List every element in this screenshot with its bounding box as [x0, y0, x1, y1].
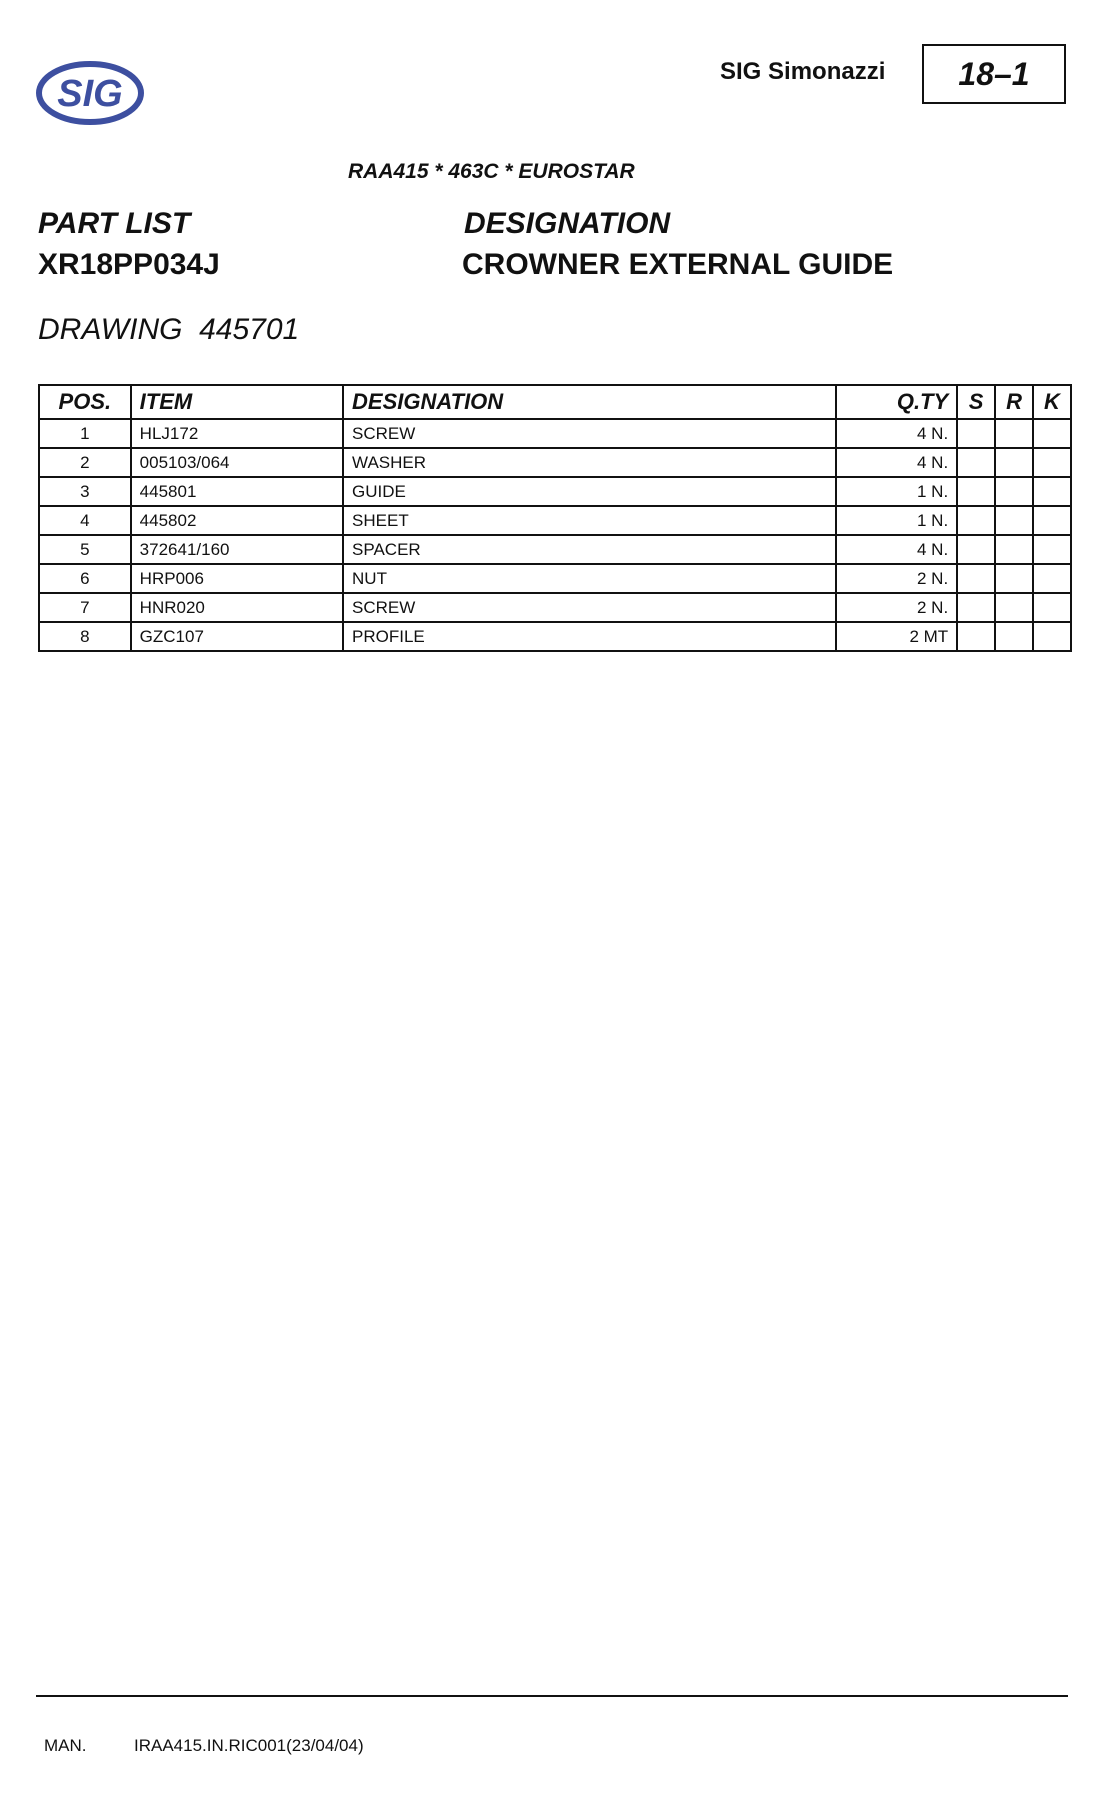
table-row [39, 448, 1071, 477]
cell-qty: 2 N. [836, 564, 957, 593]
cell-r [995, 448, 1033, 477]
part-code: XR18PP034J [38, 248, 220, 281]
cell-s [957, 419, 995, 448]
cell-r [995, 535, 1033, 564]
cell-pos: 4 [39, 506, 131, 535]
cell-designation: SCREW [343, 593, 836, 622]
cell-qty: 4 N. [836, 419, 957, 448]
cell-pos: 7 [39, 593, 131, 622]
cell-k [1033, 622, 1071, 651]
cell-item: HRP006 [131, 564, 343, 593]
cell-r [995, 593, 1033, 622]
table-row [39, 564, 1071, 593]
page-number: 18–1 [922, 44, 1066, 104]
designation-value: CROWNER EXTERNAL GUIDE [462, 248, 894, 281]
table-row [39, 506, 1071, 535]
header-s: S [957, 385, 995, 419]
cell-k [1033, 564, 1071, 593]
model-line: RAA415 * 463C * EUROSTAR [348, 160, 635, 183]
cell-designation: SCREW [343, 419, 836, 448]
cell-designation: SPACER [343, 535, 836, 564]
cell-k [1033, 593, 1071, 622]
header-designation: DESIGNATION [343, 385, 836, 419]
cell-r [995, 477, 1033, 506]
footer-reference: IRAA415.IN.RIC001(23/04/04) [134, 1736, 364, 1755]
header-r: R [995, 385, 1033, 419]
cell-item: 445802 [131, 506, 343, 535]
footer-divider [36, 1695, 1068, 1697]
cell-pos: 6 [39, 564, 131, 593]
cell-qty: 1 N. [836, 477, 957, 506]
cell-pos: 1 [39, 419, 131, 448]
cell-pos: 5 [39, 535, 131, 564]
cell-k [1033, 448, 1071, 477]
cell-r [995, 506, 1033, 535]
table-row [39, 622, 1071, 651]
logo-text: SIG [57, 73, 123, 115]
header-item: ITEM [131, 385, 343, 419]
table-row [39, 477, 1071, 506]
cell-item: HNR020 [131, 593, 343, 622]
cell-s [957, 622, 995, 651]
table-row [39, 593, 1071, 622]
cell-item: 445801 [131, 477, 343, 506]
cell-s [957, 506, 995, 535]
parts-table [38, 384, 1072, 652]
sig-logo [36, 60, 144, 126]
cell-item: HLJ172 [131, 419, 343, 448]
table-header-row [39, 385, 1071, 419]
designation-label: DESIGNATION [464, 207, 671, 240]
cell-designation: GUIDE [343, 477, 836, 506]
cell-r [995, 622, 1033, 651]
cell-pos: 8 [39, 622, 131, 651]
cell-item: 372641/160 [131, 535, 343, 564]
cell-designation: WASHER [343, 448, 836, 477]
cell-designation: NUT [343, 564, 836, 593]
cell-s [957, 535, 995, 564]
part-list-label: PART LIST [38, 207, 191, 240]
cell-pos: 3 [39, 477, 131, 506]
cell-s [957, 477, 995, 506]
header-pos: POS. [39, 385, 131, 419]
header-k: K [1033, 385, 1071, 419]
drawing-number: DRAWING 445701 [38, 313, 300, 346]
cell-k [1033, 535, 1071, 564]
footer-man-label: MAN. [44, 1736, 87, 1755]
cell-qty: 2 MT [836, 622, 957, 651]
cell-s [957, 564, 995, 593]
cell-pos: 2 [39, 448, 131, 477]
cell-qty: 4 N. [836, 448, 957, 477]
cell-qty: 2 N. [836, 593, 957, 622]
cell-r [995, 564, 1033, 593]
cell-item: GZC107 [131, 622, 343, 651]
table-row [39, 535, 1071, 564]
cell-designation: PROFILE [343, 622, 836, 651]
cell-s [957, 448, 995, 477]
cell-qty: 4 N. [836, 535, 957, 564]
header-qty: Q.TY [836, 385, 957, 419]
cell-designation: SHEET [343, 506, 836, 535]
cell-item: 005103/064 [131, 448, 343, 477]
cell-s [957, 593, 995, 622]
cell-r [995, 419, 1033, 448]
company-name: SIG Simonazzi [720, 58, 886, 85]
cell-k [1033, 506, 1071, 535]
cell-qty: 1 N. [836, 506, 957, 535]
table-row [39, 419, 1071, 448]
cell-k [1033, 419, 1071, 448]
cell-k [1033, 477, 1071, 506]
